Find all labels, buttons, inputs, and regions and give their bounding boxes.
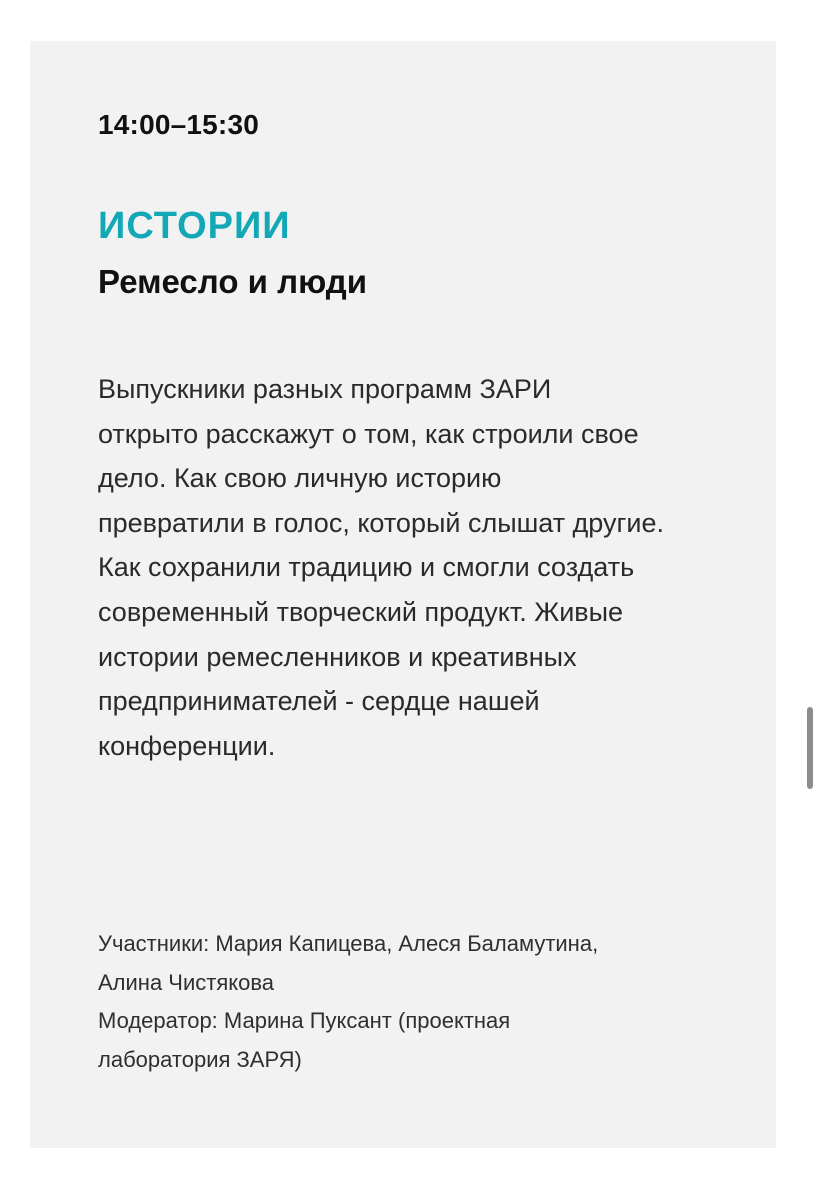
participants-line: Участники: Мария Капицева, Алеся Баламутина,: [98, 931, 599, 956]
session-credits: [98, 925, 738, 1080]
description-line: дело. Как свою личную историю: [98, 463, 502, 494]
description-line: Как сохранили традицию и смогли создать: [98, 552, 635, 583]
session-category: ИСТОРИИ: [98, 205, 291, 247]
session-title: Ремесло и люди: [98, 263, 368, 300]
moderator-line: лаборатория ЗАРЯ): [98, 1047, 302, 1073]
description-line: открыто расскажут о том, как строили свое: [98, 418, 639, 449]
description-line: конференции.: [98, 730, 276, 761]
moderator-line: Модератор: Марина Пуксант (проектная: [98, 1008, 511, 1034]
description-line: современный творческий продукт. Живые: [98, 596, 624, 627]
description-line: Выпускники разных программ ЗАРИ: [98, 374, 552, 404]
session-card: [30, 41, 776, 1148]
participants-line: Алина Чистякова: [98, 969, 275, 995]
description-line: истории ремесленников и креативных: [98, 641, 577, 672]
vertical-scrollbar[interactable]: [807, 707, 813, 789]
session-description: [98, 367, 738, 768]
description-line: предпринимателей - сердце нашей: [98, 686, 540, 717]
description-line: превратили в голос, который слышат другие.: [98, 507, 664, 538]
session-time: 14:00–15:30: [98, 109, 259, 140]
